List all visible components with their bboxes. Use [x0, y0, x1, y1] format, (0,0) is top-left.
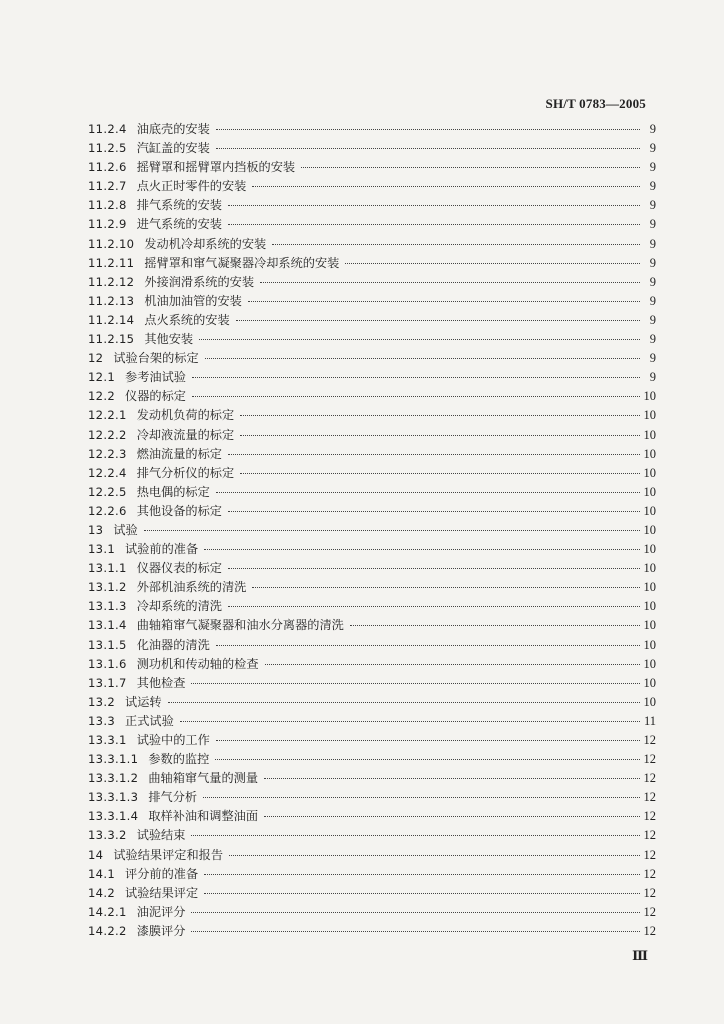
toc-entry-title: 试验台架的标定 — [113, 351, 199, 366]
toc-entry-title: 排气分析 — [148, 790, 198, 805]
toc-entry-page: 10 — [643, 694, 656, 709]
toc-entry-page: 11 — [643, 713, 656, 728]
toc-leader-dots — [199, 339, 640, 340]
toc-leader-dots — [228, 454, 640, 455]
toc-leader-dots — [191, 835, 639, 836]
toc-entry[interactable] — [88, 445, 656, 464]
toc-entry-title: 参考油试验 — [125, 370, 186, 385]
toc-entry-page: 9 — [649, 160, 656, 175]
toc-entry-title: 热电偶的标定 — [136, 484, 210, 499]
toc-entry-page: 9 — [649, 293, 656, 308]
toc-leader-dots — [240, 415, 639, 416]
toc-entry-number: 11.2.4 — [88, 122, 127, 136]
toc-entry-title: 试运转 — [125, 694, 162, 709]
toc-entry-number: 12.2.5 — [88, 484, 127, 499]
toc-entry-page: 12 — [643, 904, 656, 919]
toc-entry-number: 12.2.3 — [88, 446, 127, 461]
toc-leader-dots — [216, 492, 640, 493]
toc-entry-number: 12.2.1 — [88, 408, 127, 423]
toc-entry-page: 9 — [649, 122, 656, 136]
toc-entry-title: 排气分析仪的标定 — [136, 465, 235, 480]
toc-entry[interactable] — [88, 865, 656, 884]
toc-entry-number: 13 — [88, 522, 104, 537]
toc-leader-dots — [215, 759, 639, 760]
toc-leader-dots — [228, 568, 640, 569]
toc-entry-page: 9 — [649, 370, 656, 385]
page-number: Ⅲ — [632, 948, 648, 963]
toc-entry[interactable] — [88, 521, 656, 540]
toc-entry-title: 试验前的准备 — [125, 542, 199, 557]
toc-entry[interactable] — [88, 693, 656, 712]
toc-entry-number: 11.2.7 — [88, 179, 127, 194]
toc-entry[interactable] — [88, 674, 656, 693]
toc-entry-page: 9 — [649, 274, 656, 289]
toc-entry-page: 10 — [643, 522, 656, 537]
toc-entry-page: 12 — [643, 752, 656, 767]
toc-leader-dots — [216, 740, 640, 741]
toc-entry-page: 12 — [643, 790, 656, 805]
toc-entry-title: 试验 — [113, 522, 138, 537]
toc-entry-page: 10 — [643, 427, 656, 442]
toc-leader-dots — [205, 358, 640, 359]
toc-entry-page: 10 — [643, 465, 656, 480]
toc-leader-dots — [216, 645, 640, 646]
toc-entry-page: 9 — [649, 255, 656, 270]
toc-entry-number: 13.1.1 — [88, 561, 127, 576]
toc-leader-dots — [204, 549, 639, 550]
toc-entry-page: 9 — [649, 312, 656, 327]
toc-entry-title: 外接润滑系统的安装 — [144, 274, 255, 289]
toc-entry-number: 13.3.1 — [88, 733, 127, 747]
toc-leader-dots — [240, 473, 639, 474]
toc-entry[interactable] — [88, 464, 656, 483]
toc-entry[interactable] — [88, 731, 656, 750]
toc-entry-page: 10 — [643, 389, 656, 404]
toc-entry-number: 11.2.10 — [88, 236, 135, 251]
toc-entry[interactable] — [88, 349, 656, 368]
toc-entry-title: 仪器的标定 — [125, 389, 186, 404]
toc-entry-number: 13.3.2 — [88, 828, 127, 843]
toc-entry-title: 点火正时零件的安装 — [136, 179, 247, 194]
toc-entry-number: 13.2 — [88, 694, 116, 709]
toc-entry-title: 试验结果评定和报告 — [113, 847, 224, 862]
toc-leader-dots — [350, 625, 640, 626]
toc-entry-number: 13.1.6 — [88, 656, 127, 671]
toc-leader-dots — [228, 606, 640, 607]
toc-entry[interactable] — [88, 559, 656, 578]
toc-leader-dots — [301, 167, 640, 168]
toc-leader-dots — [191, 912, 639, 913]
toc-entry[interactable] — [88, 846, 656, 865]
toc-entry-number: 11.2.11 — [88, 255, 135, 270]
toc-entry-page: 9 — [649, 332, 656, 347]
toc-leader-dots — [252, 587, 639, 588]
toc-entry-title: 摇臂罩和窜气凝聚器冷却系统的安装 — [144, 255, 340, 270]
toc-entry-page: 9 — [649, 141, 656, 156]
toc-entry-page: 9 — [649, 179, 656, 194]
toc-leader-dots — [228, 511, 640, 512]
toc-entry[interactable] — [88, 884, 656, 903]
toc-entry-number: 13.1.3 — [88, 599, 127, 614]
toc-entry[interactable] — [88, 368, 656, 387]
toc-entry[interactable] — [88, 769, 656, 788]
toc-entry-title: 燃油流量的标定 — [136, 446, 222, 461]
toc-entry-number: 13.1.5 — [88, 637, 127, 652]
toc-leader-dots — [264, 816, 639, 817]
toc-entry-page: 12 — [643, 866, 656, 881]
toc-entry-title: 漆膜评分 — [136, 923, 186, 938]
toc-entry[interactable] — [88, 426, 656, 445]
toc-leader-dots — [192, 396, 640, 397]
toc-entry[interactable] — [88, 616, 656, 635]
toc-entry[interactable] — [88, 788, 656, 807]
table-of-contents — [88, 120, 656, 941]
toc-entry[interactable] — [88, 196, 656, 215]
toc-entry-number: 13.3.1.4 — [88, 809, 139, 824]
toc-entry[interactable] — [88, 807, 656, 826]
toc-entry-title: 油泥评分 — [136, 904, 186, 919]
toc-leader-dots — [229, 855, 639, 856]
toc-entry-title: 取样补油和调整油面 — [148, 809, 259, 824]
document-code: SH/T 0783—2005 — [545, 96, 646, 111]
toc-leader-dots — [191, 683, 639, 684]
toc-entry-page: 10 — [643, 637, 656, 652]
toc-entry-title: 摇臂罩和摇臂罩内挡板的安装 — [136, 160, 296, 175]
toc-entry-title: 其他设备的标定 — [136, 503, 222, 518]
toc-entry-page: 10 — [643, 599, 656, 614]
toc-entry-number: 14.2 — [88, 885, 116, 900]
toc-entry[interactable] — [88, 387, 656, 406]
toc-entry-page: 12 — [643, 733, 656, 747]
toc-leader-dots — [203, 797, 639, 798]
toc-entry-page: 10 — [643, 656, 656, 671]
toc-leader-dots — [180, 721, 640, 722]
toc-entry-number: 11.2.13 — [88, 293, 135, 308]
toc-entry-title: 评分前的准备 — [125, 866, 199, 881]
toc-entry-title: 发动机冷却系统的安装 — [144, 236, 267, 251]
toc-entry[interactable] — [88, 120, 656, 139]
toc-entry-title: 冷却液流量的标定 — [136, 427, 235, 442]
toc-entry-number: 14.2.1 — [88, 904, 127, 919]
toc-entry[interactable] — [88, 826, 656, 845]
toc-entry[interactable] — [88, 139, 656, 158]
toc-entry-title: 正式试验 — [125, 713, 174, 728]
toc-leader-dots — [192, 377, 640, 378]
toc-entry-title: 油底壳的安装 — [136, 122, 210, 136]
toc-entry-number: 11.2.6 — [88, 160, 127, 175]
toc-entry[interactable] — [88, 712, 656, 731]
toc-entry-title: 参数的监控 — [148, 752, 210, 767]
toc-entry[interactable] — [88, 903, 656, 922]
toc-leader-dots — [191, 931, 639, 932]
toc-entry[interactable] — [88, 311, 656, 330]
toc-leader-dots — [240, 435, 639, 436]
toc-entry-title: 曲轴箱窜气凝聚器和油水分离器的清洗 — [136, 618, 344, 633]
toc-entry-number: 13.3 — [88, 713, 116, 728]
toc-entry-number: 12 — [88, 351, 104, 366]
toc-entry-page: 10 — [643, 618, 656, 633]
toc-entry[interactable] — [88, 406, 656, 425]
toc-entry[interactable] — [88, 655, 656, 674]
toc-entry[interactable] — [88, 922, 656, 941]
toc-entry-title: 试验结果评定 — [125, 885, 199, 900]
toc-entry-number: 11.2.5 — [88, 141, 127, 156]
toc-entry[interactable] — [88, 177, 656, 196]
toc-leader-dots — [204, 893, 639, 894]
toc-entry-number: 13.3.1.1 — [88, 752, 139, 767]
toc-leader-dots — [228, 224, 640, 225]
toc-leader-dots — [216, 129, 640, 130]
toc-leader-dots — [265, 664, 640, 665]
toc-entry[interactable] — [88, 750, 656, 769]
toc-leader-dots — [144, 530, 640, 531]
toc-entry-title: 其他检查 — [136, 675, 186, 690]
toc-entry-title: 试验中的工作 — [136, 733, 210, 747]
toc-entry[interactable] — [88, 578, 656, 597]
toc-entry-title: 发动机负荷的标定 — [136, 408, 235, 423]
toc-entry-page: 9 — [649, 351, 656, 366]
toc-entry[interactable] — [88, 273, 656, 292]
toc-entry-page: 12 — [643, 828, 656, 843]
toc-entry-page: 12 — [643, 885, 656, 900]
toc-leader-dots — [228, 205, 640, 206]
toc-entry-number: 13.1 — [88, 542, 116, 557]
toc-entry-page: 10 — [643, 446, 656, 461]
toc-entry[interactable] — [88, 483, 656, 502]
toc-leader-dots — [252, 186, 640, 187]
toc-entry-title: 排气系统的安装 — [136, 198, 222, 213]
toc-entry-title: 测功机和传动轴的检查 — [136, 656, 259, 671]
toc-entry-title: 进气系统的安装 — [136, 217, 222, 232]
toc-entry-page: 9 — [649, 236, 656, 251]
toc-entry-page: 9 — [649, 217, 656, 232]
toc-entry-number: 14 — [88, 847, 104, 862]
toc-entry-page: 12 — [643, 847, 656, 862]
toc-entry-page: 12 — [643, 771, 656, 786]
toc-entry[interactable] — [88, 636, 656, 655]
toc-entry-number: 12.2.2 — [88, 427, 127, 442]
toc-entry-page: 10 — [643, 542, 656, 557]
toc-entry-title: 汽缸盖的安装 — [136, 141, 210, 156]
toc-entry-page: 12 — [643, 809, 656, 824]
toc-entry-number: 14.2.2 — [88, 923, 127, 938]
toc-leader-dots — [248, 301, 640, 302]
toc-entry-number: 11.2.8 — [88, 198, 127, 213]
toc-entry[interactable] — [88, 502, 656, 521]
toc-entry-number: 13.1.4 — [88, 618, 127, 633]
toc-entry[interactable] — [88, 330, 656, 349]
toc-entry-title: 机油加油管的安装 — [144, 293, 242, 308]
toc-entry-title: 冷却系统的清洗 — [136, 599, 222, 614]
toc-entry-number: 12.2.4 — [88, 465, 127, 480]
toc-leader-dots — [264, 778, 639, 779]
toc-entry-page: 9 — [649, 198, 656, 213]
toc-entry-page: 12 — [643, 923, 656, 938]
toc-entry[interactable] — [88, 254, 656, 273]
toc-entry-number: 11.2.9 — [88, 217, 127, 232]
toc-entry-title: 点火系统的安装 — [144, 312, 230, 327]
toc-entry[interactable] — [88, 235, 656, 254]
toc-entry-number: 13.3.1.3 — [88, 790, 139, 805]
toc-leader-dots — [168, 702, 640, 703]
toc-entry[interactable] — [88, 292, 656, 311]
toc-leader-dots — [236, 320, 640, 321]
toc-entry-title: 曲轴箱窜气量的测量 — [148, 771, 259, 786]
toc-entry[interactable] — [88, 540, 656, 559]
toc-entry-number: 13.1.7 — [88, 675, 127, 690]
toc-entry-page: 10 — [643, 408, 656, 423]
toc-entry[interactable] — [88, 597, 656, 616]
toc-leader-dots — [272, 244, 640, 245]
toc-entry-title: 化油器的清洗 — [136, 637, 210, 652]
toc-leader-dots — [204, 874, 639, 875]
toc-entry-page: 10 — [643, 675, 656, 690]
toc-entry[interactable] — [88, 215, 656, 234]
toc-entry-number: 12.1 — [88, 370, 116, 385]
toc-entry-number: 14.1 — [88, 866, 116, 881]
toc-entry-number: 12.2.6 — [88, 503, 127, 518]
toc-entry-number: 11.2.12 — [88, 274, 135, 289]
toc-leader-dots — [260, 282, 640, 283]
toc-entry-page: 10 — [643, 561, 656, 576]
toc-entry-title: 外部机油系统的清洗 — [136, 580, 247, 595]
toc-entry-number: 12.2 — [88, 389, 116, 404]
toc-entry-page: 10 — [643, 580, 656, 595]
toc-entry-number: 13.3.1.2 — [88, 771, 139, 786]
toc-entry-number: 11.2.14 — [88, 312, 135, 327]
toc-leader-dots — [216, 148, 640, 149]
toc-entry-page: 10 — [643, 503, 656, 518]
toc-entry-title: 试验结束 — [136, 828, 186, 843]
toc-entry-title: 仪器仪表的标定 — [136, 561, 222, 576]
toc-entry-page: 10 — [643, 484, 656, 499]
toc-entry-number: 13.1.2 — [88, 580, 127, 595]
toc-entry[interactable] — [88, 158, 656, 177]
toc-entry-title: 其他安装 — [144, 332, 194, 347]
toc-entry-number: 11.2.15 — [88, 332, 135, 347]
toc-leader-dots — [345, 263, 640, 264]
